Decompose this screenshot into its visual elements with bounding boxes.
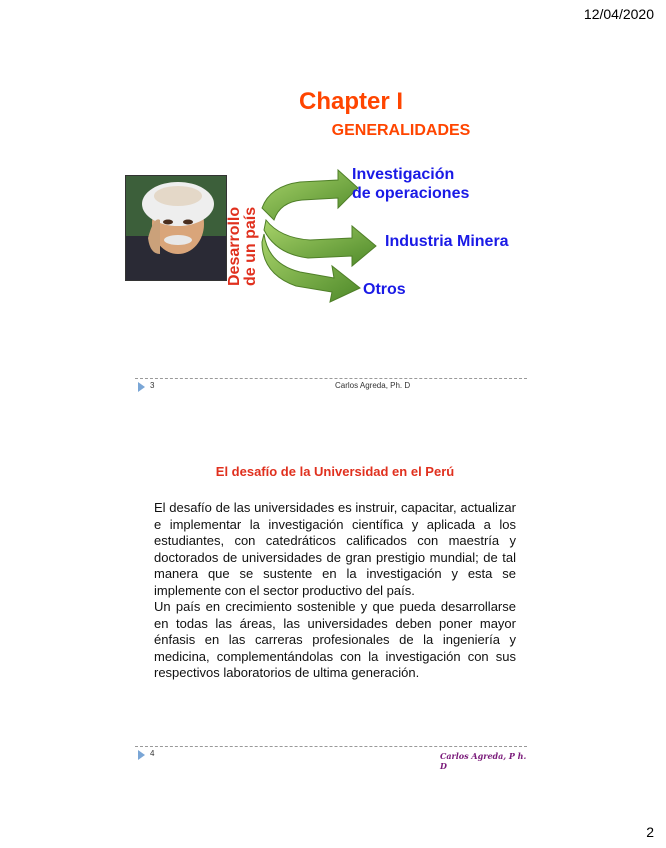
page-number: 2 xyxy=(646,824,654,840)
vertical-label-line1: Desarrollo xyxy=(226,206,243,286)
einstein-photo xyxy=(125,175,227,281)
arrow-middle xyxy=(264,220,376,266)
bullet-triangle-icon xyxy=(138,382,145,392)
slide-4 xyxy=(135,448,527,778)
slide-footer xyxy=(135,746,527,771)
label-industria-minera: Industria Minera xyxy=(385,233,509,250)
label-otros: Otros xyxy=(363,281,406,298)
slide-footer xyxy=(135,378,527,390)
vertical-label xyxy=(225,186,265,286)
arrow-top xyxy=(262,170,358,220)
label-investigacion xyxy=(352,165,469,203)
slide-author: Carlos Agreda, Ph. D xyxy=(335,381,411,390)
slide-author: Carlos Agreda, P h. D xyxy=(440,751,527,771)
bullet-triangle-icon xyxy=(138,750,145,760)
label-investigacion-line1: Investigación xyxy=(352,166,455,183)
header-date: 12/04/2020 xyxy=(583,6,654,22)
slide-title: Chapter I xyxy=(298,88,403,115)
label-investigacion-line2: de operaciones xyxy=(352,185,470,202)
slide-title: El desafío de la Universidad en el Perú xyxy=(215,464,455,479)
paragraph-2: Un país en crecimiento sostenible y que pueda desarrollarse en todas las áreas, las universidades deben poner mayor énfasis en las carreras profesionales de la ingeniería y medicina, complementándolas con la investigación con sus respectivos laboratorios de ultima generación. xyxy=(154,599,516,680)
slide-number: 3 xyxy=(150,381,155,390)
paragraph-1: El desafío de las universidades es instruir, capacitar, actualizar e implementar la investigación científica y aplicada a los estudiantes, con catedráticos calificados con maestría y doctorados de universidades de gran prestigio mundial; de tal manera que se sustente en la investigación y esta se implemente con el sector productivo del país. xyxy=(154,500,516,598)
slide-body xyxy=(154,500,516,682)
slide-3 xyxy=(135,80,527,390)
slide-subtitle: GENERALIDADES xyxy=(331,122,471,139)
vertical-label-line2: de un país xyxy=(242,206,259,286)
slide-number: 4 xyxy=(150,749,155,758)
